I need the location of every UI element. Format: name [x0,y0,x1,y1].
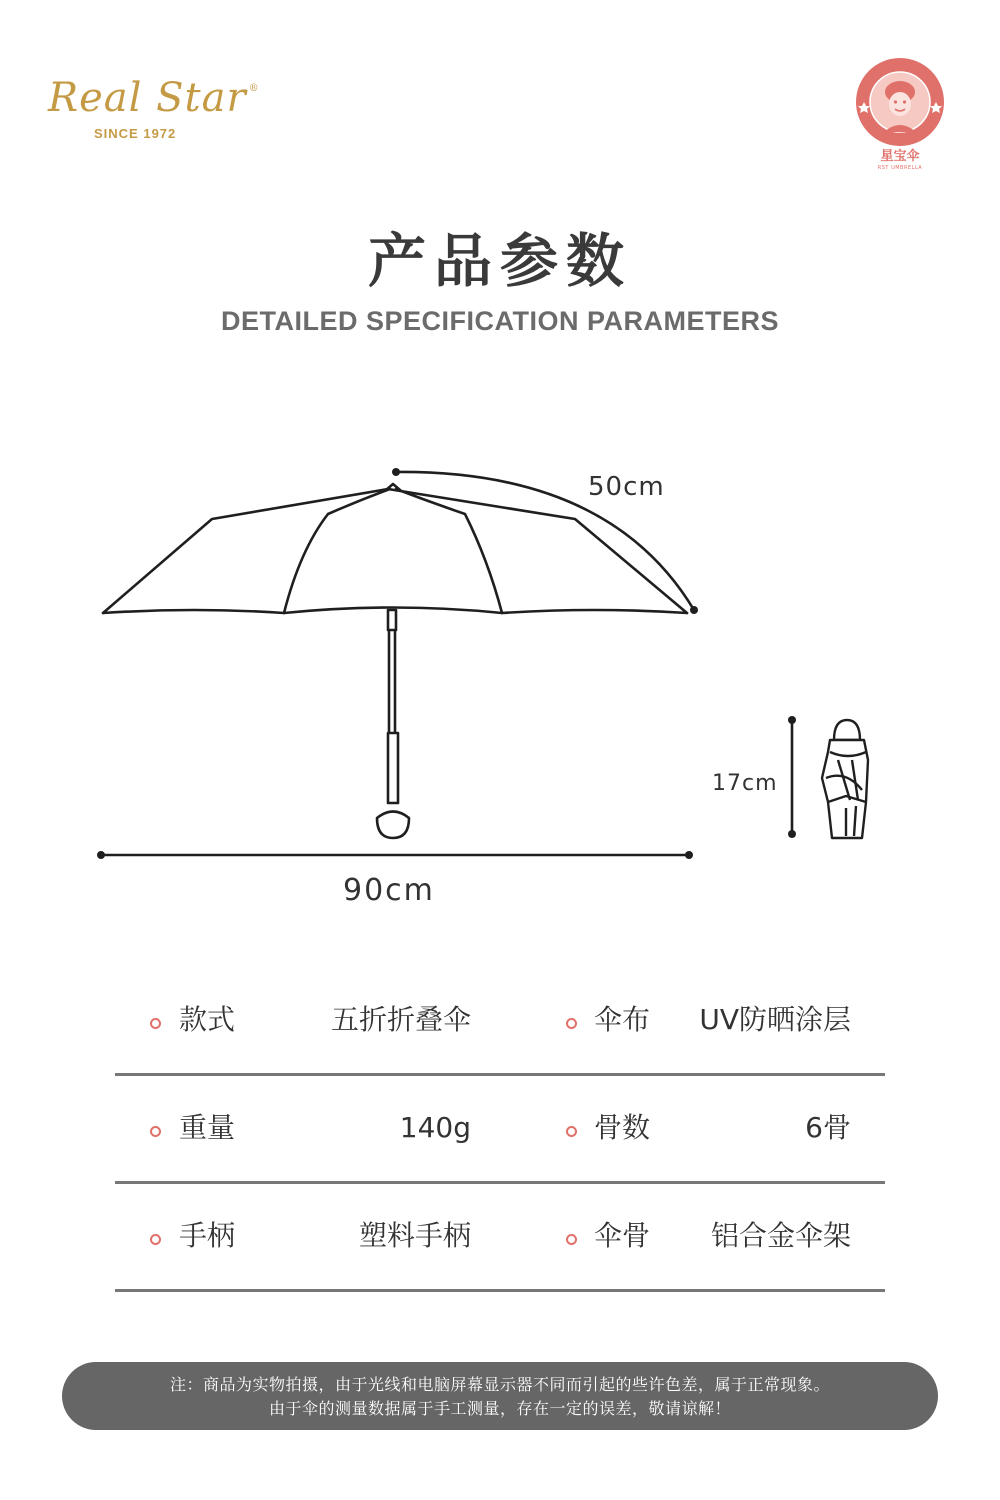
bullet-icon [150,1234,161,1245]
spec-label: 款式 [179,1003,236,1036]
spec-value: 塑料手柄 [358,1219,471,1252]
note-line: 注：商品为实物拍摄，由于光线和电脑屏幕显示器不同而引起的些许色差，属于正常现象。 [169,1375,830,1394]
spec-label: 重量 [179,1111,236,1144]
bullet-icon [566,1234,577,1245]
seal-name-cn: 星宝伞 [880,149,920,164]
brand-name-text: Real Star [48,75,247,121]
bullet-icon [566,1126,577,1137]
brand-since: SINCE 1972 [94,126,177,141]
folded-umbrella-icon [822,720,868,838]
spec-value: 五折折叠伞 [330,1003,471,1036]
umbrella-canopy-icon [103,489,687,613]
brand-name [48,75,260,121]
spec-label: 手柄 [179,1219,236,1252]
registered-mark: ® [248,83,260,94]
note-line: 由于伞的测量数据属于手工测量，存在一定的误差，敬请谅解！ [268,1399,731,1418]
folded-length-label: 17cm [712,771,778,796]
page-title: 产品参数 [367,227,632,295]
seal-logo [850,58,950,176]
spec-label: 伞布 [594,1003,651,1036]
spec-label: 伞骨 [594,1219,651,1252]
disclaimer-note [62,1362,938,1430]
spec-value: UV防晒涂层 [699,1003,851,1036]
umbrella-diagram [0,440,1000,920]
spec-table [115,968,885,1292]
page-subtitle: DETAILED SPECIFICATION PARAMETERS [220,306,780,336]
bullet-icon [150,1018,161,1029]
seal-emblem-icon [850,58,950,148]
spec-value: 铝合金伞架 [710,1219,851,1252]
seal-name-en: RST UMBRELLA [877,165,923,171]
bullet-icon [566,1018,577,1029]
spec-value: 6骨 [805,1111,851,1144]
rib-length-label: 50cm [588,472,665,502]
spec-row [115,968,885,1076]
spec-value: 140g [399,1111,471,1144]
spec-row [115,1184,885,1292]
spec-label: 骨数 [594,1111,651,1144]
brand-logo [48,75,260,141]
bullet-icon [150,1126,161,1137]
spec-row [115,1076,885,1184]
open-width-label: 90cm [343,873,435,908]
